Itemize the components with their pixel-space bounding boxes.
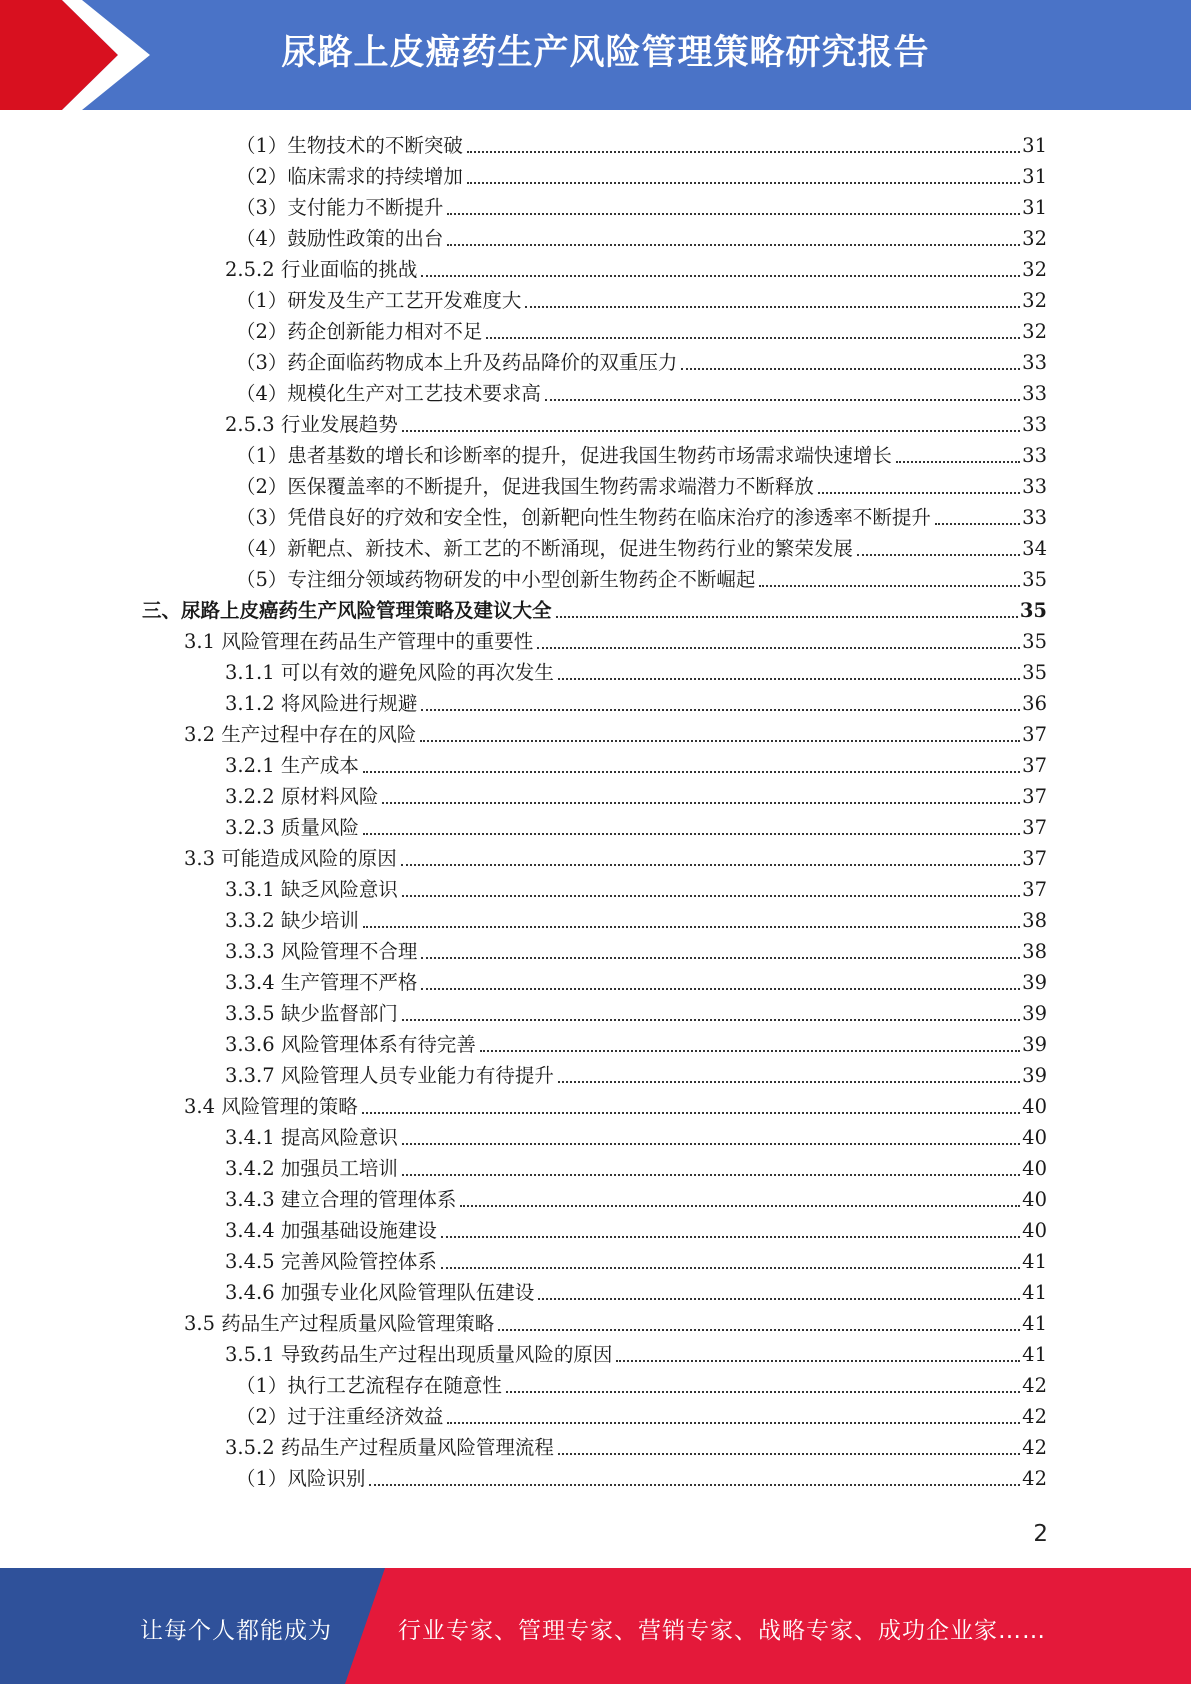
- toc-entry[interactable]: [225, 933, 1047, 964]
- toc-entry-page: 36: [1022, 692, 1047, 715]
- toc-entry-title: 3.3.6 风险管理体系有待完善: [225, 1033, 476, 1056]
- toc-entry-page: 42: [1022, 1436, 1047, 1459]
- toc-entry[interactable]: [236, 561, 1047, 592]
- toc-entry-page: 33: [1022, 444, 1047, 467]
- toc-leader-dots: [935, 523, 1020, 525]
- toc-entry[interactable]: [236, 220, 1047, 251]
- toc-leader-dots: [441, 1236, 1020, 1238]
- toc-leader-dots: [369, 1484, 1020, 1486]
- toc-entry-page: 40: [1022, 1219, 1047, 1242]
- toc-entry[interactable]: [236, 1367, 1047, 1398]
- toc-leader-dots: [558, 1081, 1020, 1083]
- toc-entry-page: 38: [1022, 909, 1047, 932]
- toc-entry-page: 34: [1022, 537, 1047, 560]
- toc-entry[interactable]: [236, 468, 1047, 499]
- toc-entry-page: 32: [1022, 227, 1047, 250]
- toc-leader-dots: [538, 1298, 1020, 1300]
- toc-leader-dots: [616, 1360, 1020, 1362]
- toc-entry-page: 37: [1022, 878, 1047, 901]
- toc-entry[interactable]: [225, 1057, 1047, 1088]
- toc-entry-title: 3.5 药品生产过程质量风险管理策略: [184, 1312, 495, 1335]
- toc-entry-title: （5）专注细分领域药物研发的中小型创新生物药企不断崛起: [236, 568, 756, 591]
- toc-entry-title: （3）凭借良好的疗效和安全性，创新靶向性生物药在临床治疗的渗透率不断提升: [236, 506, 931, 529]
- toc-entry-page: 42: [1022, 1405, 1047, 1428]
- toc-leader-dots: [681, 368, 1020, 370]
- toc-leader-dots: [556, 616, 1018, 618]
- toc-entry-page: 37: [1022, 785, 1047, 808]
- toc-entry-title: 3.5.1 导致药品生产过程出现质量风险的原因: [225, 1343, 613, 1366]
- toc-entry-title: （4）规模化生产对工艺技术要求高: [236, 382, 541, 405]
- toc-entry-page: 35: [1022, 661, 1047, 684]
- toc-entry-page: 32: [1022, 289, 1047, 312]
- toc-entry-page: 39: [1022, 1033, 1047, 1056]
- toc-leader-dots: [421, 988, 1020, 990]
- toc-leader-dots: [402, 1174, 1020, 1176]
- toc-entry[interactable]: [225, 1150, 1047, 1181]
- toc-entry[interactable]: [225, 995, 1047, 1026]
- toc-entry-title: （2）过于注重经济效益: [236, 1405, 444, 1428]
- toc-entry[interactable]: [236, 189, 1047, 220]
- footer-slogan-left: 让每个人都能成为: [140, 1618, 332, 1644]
- toc-entry[interactable]: [236, 437, 1047, 468]
- toc-entry-page: 31: [1022, 134, 1047, 157]
- toc-entry-title: 3.3.5 缺少监督部门: [225, 1002, 398, 1025]
- toc-leader-dots: [441, 1267, 1020, 1269]
- toc-entry-title: （1）研发及生产工艺开发难度大: [236, 289, 522, 312]
- toc-entry-title: 2.5.3 行业发展趋势: [225, 413, 398, 436]
- toc-leader-dots: [545, 399, 1020, 401]
- toc-leader-dots: [467, 151, 1020, 153]
- toc-entry[interactable]: [236, 158, 1047, 189]
- toc-entry-page: 40: [1022, 1188, 1047, 1211]
- toc-leader-dots: [818, 492, 1020, 494]
- toc-entry-title: （2）药企创新能力相对不足: [236, 320, 483, 343]
- toc-leader-dots: [486, 337, 1020, 339]
- toc-leader-dots: [506, 1391, 1020, 1393]
- toc-entry-page: 37: [1022, 723, 1047, 746]
- toc-entry[interactable]: [184, 840, 1047, 871]
- toc-entry-page: 40: [1022, 1157, 1047, 1180]
- toc-leader-dots: [402, 430, 1020, 432]
- toc-leader-dots: [447, 213, 1020, 215]
- toc-leader-dots: [402, 1143, 1020, 1145]
- toc-leader-dots: [382, 802, 1020, 804]
- toc-entry[interactable]: [184, 1088, 1047, 1119]
- toc-entry-page: 37: [1022, 847, 1047, 870]
- toc-entry[interactable]: [184, 1305, 1047, 1336]
- page-footer: [0, 1568, 1191, 1684]
- toc-entry-title: 3.2.3 质量风险: [225, 816, 359, 839]
- toc-entry[interactable]: [225, 1429, 1047, 1460]
- toc-entry-page: 33: [1022, 475, 1047, 498]
- toc-leader-dots: [537, 647, 1020, 649]
- toc-entry-title: （1）执行工艺流程存在随意性: [236, 1374, 502, 1397]
- toc-entry[interactable]: [236, 530, 1047, 561]
- toc-leader-dots: [447, 1422, 1020, 1424]
- toc-entry[interactable]: [225, 685, 1047, 716]
- toc-leader-dots: [480, 1050, 1020, 1052]
- toc-entry[interactable]: [236, 1460, 1047, 1491]
- toc-leader-dots: [421, 709, 1020, 711]
- toc-entry[interactable]: [236, 313, 1047, 344]
- toc-entry-title: 3.1.2 将风险进行规避: [225, 692, 418, 715]
- toc-entry-title: （2）临床需求的持续增加: [236, 165, 463, 188]
- toc-leader-dots: [896, 461, 1020, 463]
- toc-leader-dots: [447, 244, 1020, 246]
- toc-entry-title: 3.4.2 加强员工培训: [225, 1157, 398, 1180]
- toc-entry[interactable]: [225, 871, 1047, 902]
- page-number: 2: [1033, 1521, 1048, 1547]
- toc-entry-page: 40: [1022, 1126, 1047, 1149]
- toc-leader-dots: [362, 1112, 1020, 1114]
- toc-leader-dots: [402, 895, 1020, 897]
- toc-entry-title: 3.4 风险管理的策略: [184, 1095, 358, 1118]
- page-header: [0, 0, 1191, 110]
- report-title: 尿路上皮癌药生产风险管理策略研究报告: [281, 33, 930, 73]
- toc-leader-dots: [759, 585, 1020, 587]
- toc-entry[interactable]: [225, 964, 1047, 995]
- toc-leader-dots: [525, 306, 1020, 308]
- toc-entry-page: 35: [1019, 599, 1047, 622]
- toc-entry[interactable]: [225, 1243, 1047, 1274]
- toc-entry-title: （4）新靶点、新技术、新工艺的不断涌现，促进生物药行业的繁荣发展: [236, 537, 853, 560]
- toc-entry-page: 39: [1022, 1002, 1047, 1025]
- toc-leader-dots: [558, 1453, 1020, 1455]
- toc-entry-page: 35: [1022, 568, 1047, 591]
- toc-entry-title: 3.3.2 缺少培训: [225, 909, 359, 932]
- toc-leader-dots: [857, 554, 1020, 556]
- toc-entry-title: 3.3.7 风险管理人员专业能力有待提升: [225, 1064, 554, 1087]
- toc-entry[interactable]: [184, 623, 1047, 654]
- toc-entry-title: 3.2.2 原材料风险: [225, 785, 379, 808]
- toc-entry-page: 35: [1022, 630, 1047, 653]
- toc-entry-title: （1）生物技术的不断突破: [236, 134, 463, 157]
- toc-leader-dots: [363, 771, 1020, 773]
- toc-leader-dots: [421, 275, 1020, 277]
- toc-entry[interactable]: [225, 1212, 1047, 1243]
- toc-leader-dots: [421, 957, 1020, 959]
- toc-entry[interactable]: [184, 716, 1047, 747]
- toc-entry-page: 33: [1022, 413, 1047, 436]
- toc-entry[interactable]: [236, 375, 1047, 406]
- toc-entry-page: 33: [1022, 506, 1047, 529]
- toc-entry-page: 32: [1022, 320, 1047, 343]
- toc-entry-title: 3.4.5 完善风险管控体系: [225, 1250, 437, 1273]
- toc-entry-title: （1）风险识别: [236, 1467, 366, 1490]
- toc-entry-page: 32: [1022, 258, 1047, 281]
- toc-entry-page: 37: [1022, 754, 1047, 777]
- toc-leader-dots: [402, 1019, 1020, 1021]
- toc-entry-title: 3.2.1 生产成本: [225, 754, 359, 777]
- toc-entry-page: 39: [1022, 1064, 1047, 1087]
- toc-entry-title: （3）支付能力不断提升: [236, 196, 444, 219]
- toc-entry-page: 41: [1022, 1250, 1047, 1273]
- toc-leader-dots: [420, 740, 1020, 742]
- footer-slogan-right: 行业专家、管理专家、营销专家、战略专家、成功企业家……: [398, 1618, 1046, 1644]
- toc-entry[interactable]: [236, 127, 1047, 158]
- toc-leader-dots: [558, 678, 1020, 680]
- toc-entry-page: 33: [1022, 382, 1047, 405]
- toc-entry[interactable]: [225, 1336, 1047, 1367]
- toc-entry[interactable]: [236, 282, 1047, 313]
- toc-entry-title: 三、尿路上皮癌药生产风险管理策略及建议大全: [142, 599, 552, 622]
- toc-entry-page: 37: [1022, 816, 1047, 839]
- toc-entry-title: 3.1 风险管理在药品生产管理中的重要性: [184, 630, 534, 653]
- toc-entry[interactable]: [225, 406, 1047, 437]
- toc-entry-title: 3.3.4 生产管理不严格: [225, 971, 418, 994]
- toc-entry[interactable]: [225, 251, 1047, 282]
- toc-entry-title: 3.1.1 可以有效的避免风险的再次发生: [225, 661, 554, 684]
- toc-leader-dots: [363, 926, 1020, 928]
- toc-entry-title: 3.3.3 风险管理不合理: [225, 940, 418, 963]
- toc-entry[interactable]: [225, 747, 1047, 778]
- toc-chapter-entry[interactable]: [142, 592, 1047, 623]
- toc-entry-title: （1）患者基数的增长和诊断率的提升，促进我国生物药市场需求端快速增长: [236, 444, 892, 467]
- toc-entry[interactable]: [236, 1398, 1047, 1429]
- toc-entry-page: 41: [1022, 1312, 1047, 1335]
- toc-entry-page: 31: [1022, 196, 1047, 219]
- toc-leader-dots: [498, 1329, 1020, 1331]
- toc-entry-title: 3.3.1 缺乏风险意识: [225, 878, 398, 901]
- toc-entry-title: （3）药企面临药物成本上升及药品降价的双重压力: [236, 351, 678, 374]
- toc-entry-title: 3.5.2 药品生产过程质量风险管理流程: [225, 1436, 554, 1459]
- toc-leader-dots: [363, 833, 1020, 835]
- toc-entry[interactable]: [225, 654, 1047, 685]
- toc-entry-title: 3.4.3 建立合理的管理体系: [225, 1188, 457, 1211]
- toc-entry[interactable]: [225, 902, 1047, 933]
- toc-entry[interactable]: [225, 809, 1047, 840]
- toc-entry[interactable]: [225, 1119, 1047, 1150]
- toc-entry-title: （4）鼓励性政策的出台: [236, 227, 444, 250]
- toc-entry-page: 33: [1022, 351, 1047, 374]
- toc-entry-title: 3.2 生产过程中存在的风险: [184, 723, 417, 746]
- toc-entry-title: 3.3 可能造成风险的原因: [184, 847, 397, 870]
- toc-leader-dots: [401, 864, 1020, 866]
- toc-entry-page: 40: [1022, 1095, 1047, 1118]
- toc-entry-page: 31: [1022, 165, 1047, 188]
- toc-entry-page: 42: [1022, 1467, 1047, 1490]
- toc-entry-title: 3.4.4 加强基础设施建设: [225, 1219, 437, 1242]
- toc-entry[interactable]: [225, 778, 1047, 809]
- toc-entry-title: 3.4.1 提高风险意识: [225, 1126, 398, 1149]
- toc-entry-page: 41: [1022, 1343, 1047, 1366]
- toc-entry[interactable]: [225, 1181, 1047, 1212]
- toc-leader-dots: [467, 182, 1020, 184]
- toc-entry[interactable]: [236, 499, 1047, 530]
- toc-entry-page: 38: [1022, 940, 1047, 963]
- toc-entry[interactable]: [225, 1026, 1047, 1057]
- toc-entry[interactable]: [236, 344, 1047, 375]
- toc-entry-title: 3.4.6 加强专业化风险管理队伍建设: [225, 1281, 535, 1304]
- toc-leader-dots: [460, 1205, 1020, 1207]
- toc-entry-page: 41: [1022, 1281, 1047, 1304]
- toc-entry[interactable]: [225, 1274, 1047, 1305]
- toc-entry-title: （2）医保覆盖率的不断提升，促进我国生物药需求端潜力不断释放: [236, 475, 814, 498]
- toc-entry-page: 39: [1022, 971, 1047, 994]
- toc-entry-page: 42: [1022, 1374, 1047, 1397]
- toc-entry-title: 2.5.2 行业面临的挑战: [225, 258, 418, 281]
